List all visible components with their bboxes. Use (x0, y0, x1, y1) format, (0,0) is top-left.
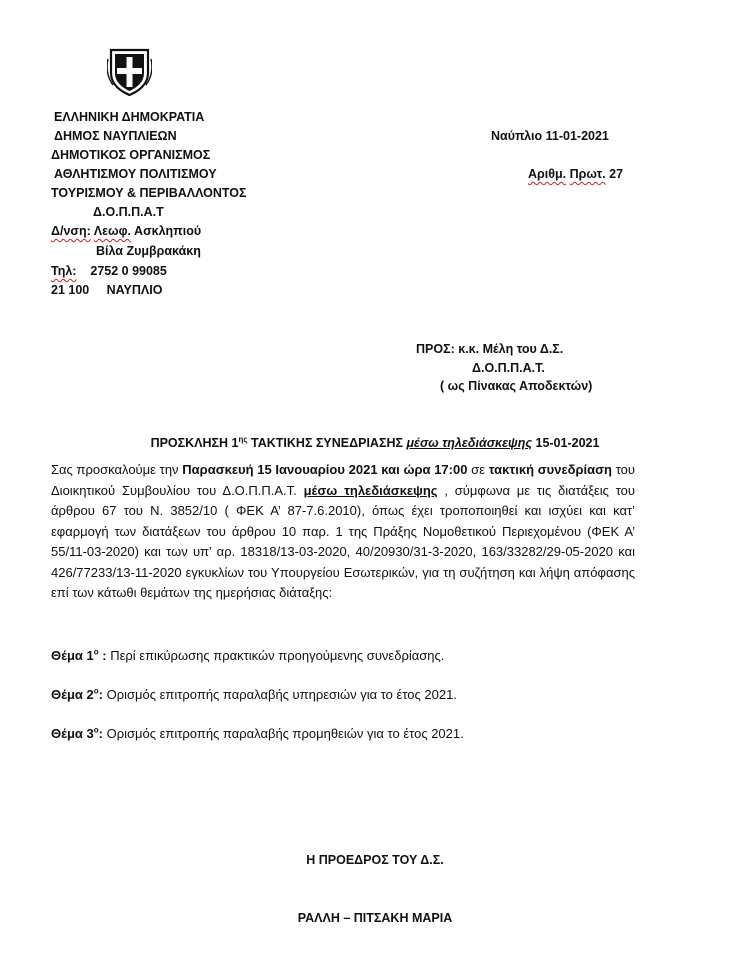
agenda-topic (51, 687, 457, 702)
invitation-title (0, 436, 750, 450)
protocol-abbr-2: Πρωτ. (569, 167, 606, 181)
header-organization-line3: ΤΟΥΡΙΣΜΟΥ & ΠΕΡΙΒΑΛΛΟΝΤΟΣ (51, 186, 247, 200)
title-superscript: ης (238, 434, 248, 444)
body-intro: Σας προσκαλούμε την (51, 462, 183, 477)
title-date: 15-01-2021 (532, 436, 600, 450)
topic-sup: ο (93, 647, 99, 657)
recipients-line1: ΠΡΟΣ: κ.κ. Μέλη του Δ.Σ. (416, 342, 564, 356)
title-prefix: ΠΡΟΣΚΛΗΣΗ 1 (150, 436, 239, 450)
phone-label: Τηλ: (51, 264, 77, 278)
address-street: Ασκληπιού (134, 224, 202, 238)
header-address (51, 224, 201, 238)
header-municipality: ΔΗΜΟΣ ΝΑΥΠΛΙΕΩΝ (54, 129, 177, 143)
header-country: ΕΛΛΗΝΙΚΗ ΔΗΜΟΚΡΑΤΙΑ (54, 110, 205, 124)
phone-number: 2752 0 99085 (90, 264, 167, 278)
header-postal: 21 100 ΝΑΥΠΛΙΟ (51, 283, 163, 297)
body-datetime: Παρασκευή 15 Ιανουαρίου 2021 και ώρα 17:00 (182, 462, 468, 477)
place-date: Ναύπλιο 11-01-2021 (491, 129, 609, 143)
title-middle: ΤΑΚΤΙΚΗΣ ΣΥΝΕΔΡΙΑΣΗΣ (247, 436, 407, 450)
recipients-line2: Δ.Ο.Π.Π.Α.Τ. (472, 361, 545, 375)
invitation-body (51, 460, 635, 604)
body-remote: μέσω τηλεδιάσκεψης (303, 482, 438, 498)
signature-name: ΡΑΛΛΗ – ΠΙΤΣΑΚΗ ΜΑΡΙΑ (297, 911, 453, 925)
topic-sup: ο (93, 686, 99, 696)
topic-label: Θέμα 1 (51, 648, 94, 663)
topic-text: Περί επικύρωσης πρακτικών προηγούμενης συνεδρίασης. (110, 648, 445, 663)
topic-label: Θέμα 2 (51, 687, 94, 702)
address-label: Δ/νση: (51, 224, 91, 238)
body-seg4: , σύμφωνα με τις διατάξεις του άρθρου 67 του Ν. 3852/10 ( ΦΕΚ Α’ 87-7.6.2010), όπως έχει τροποποιηθεί και ισχύει και κατ’ εφαρμογή των διατάξεων του άρθρου 10 παρ. 1 της Πράξης Νομοθετικού Περιεχομένου (ΦΕΚ Α’ 55/11-03-2020) και των υπ’ αρ. 18318/13-03-2020, 40/20930/31-3-2020, 163/33282/29-05-2020 και 426/77233/13-11-2020 εγκυκλίων του Υπουργείου Εσωτερικών, για τη συζήτηση και λήψη απόφασης επί των κάτωθι θεμάτων της ημερήσιας διάταξης: (51, 482, 635, 600)
topic-sep: : (98, 687, 107, 702)
protocol-abbr-1: Αριθμ. (528, 167, 567, 181)
signature-role: Η ΠΡΟΕΔΡΟΣ ΤΟΥ Δ.Σ. (306, 853, 444, 867)
header-organization-line1: ΔΗΜΟΤΙΚΟΣ ΟΡΓΑΝΙΣΜΟΣ (51, 148, 211, 162)
topic-text: Ορισμός επιτροπής παραλαβής υπηρεσιών για το έτος 2021. (106, 687, 457, 702)
greek-emblem-icon (107, 47, 152, 97)
body-seg2: σε (467, 462, 489, 477)
topic-sup: ο (93, 725, 99, 735)
protocol-number (528, 167, 623, 181)
agenda-topic (51, 648, 444, 663)
address-abbr: Λεωφ. (93, 224, 132, 238)
header-phone (51, 264, 167, 278)
topic-sep: : (98, 726, 107, 741)
header-organization-line2: ΑΘΛΗΤΙΣΜΟΥ ΠΟΛΙΤΙΣΜΟΥ (54, 167, 217, 181)
recipients-line3: ( ως Πίνακας Αποδεκτών) (440, 379, 593, 393)
topic-sep: : (98, 648, 111, 663)
agenda-topic (51, 726, 464, 741)
topic-label: Θέμα 3 (51, 726, 94, 741)
header-acronym: Δ.Ο.Π.Π.Α.Τ (93, 205, 164, 219)
protocol-value: 27 (609, 167, 624, 181)
topic-text: Ορισμός επιτροπής παραλαβής προμηθειών για το έτος 2021. (106, 726, 464, 741)
body-seg3: του Διοικητικού Συμβουλίου του Δ.Ο.Π.Π.Α.Τ. (51, 462, 636, 498)
body-meeting-type: τακτική συνεδρίαση (488, 462, 612, 477)
title-emphasis: μέσω τηλεδιάσκεψης (406, 436, 533, 450)
header-address-line2: Βίλα Ζυμβρακάκη (96, 244, 201, 258)
